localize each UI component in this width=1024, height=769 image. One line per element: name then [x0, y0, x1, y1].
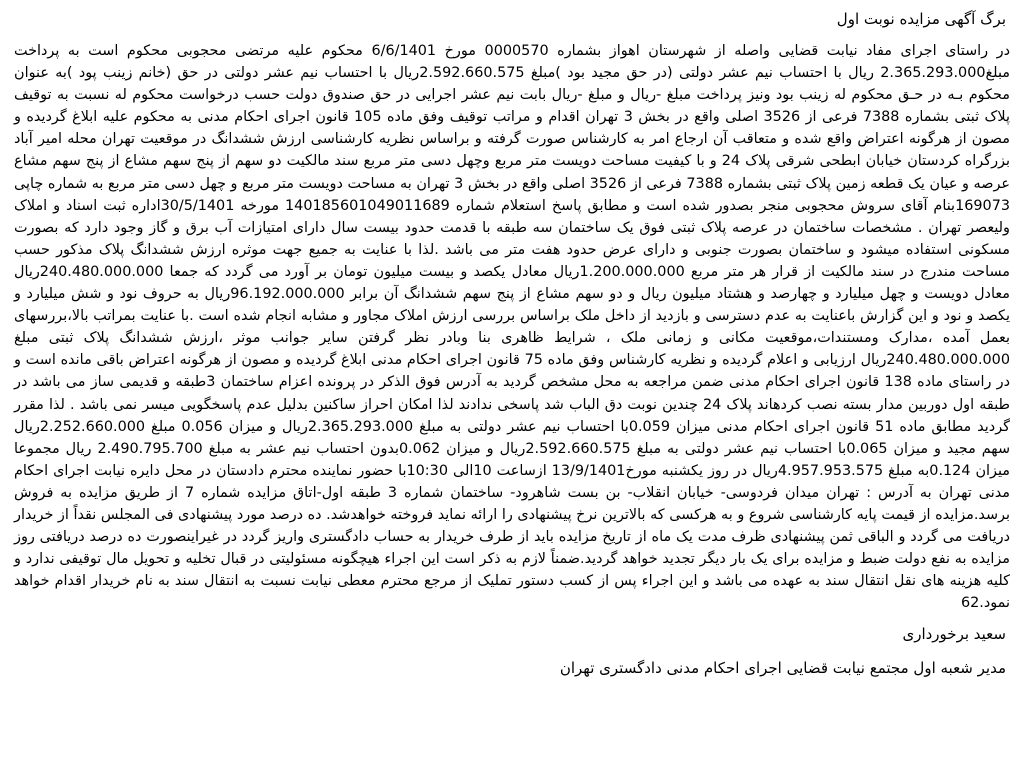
signature-block [12, 622, 1006, 680]
signature-name: سعید برخورداری [902, 625, 1006, 644]
signature-title: مدیر شعبه اول مجتمع نیابت قضایی اجرای احکام مدنی دادگستری تهران [559, 659, 1006, 678]
signature-spacer [12, 646, 1006, 656]
notice-title: برگ آگهی مزایده نوبت اول [836, 10, 1006, 28]
notice-body-text: در راستای اجرای مفاد نیابت قضایی واصله از شهرستان اهواز بشماره 0000570 مورخ 6/6/1401 محکوم علیه مرتضی محجوبی محکوم است به پرداخت مبلغ2.365.293.000 ریال با احتساب نیم عشر دولتی (در حق مجید بود )مبلغ 2.592.660.575ریال با احتساب نیم عشر دولتی در حق (خانم زینب پود )به عنوان محکوم بـه در حـق محکوم له زینب بود ونیز پرداخت مبلغ -ریال و مبلغ -ریال بابت نیم عشر اجرایی در حق صندوق دولت حسب درخواست محکوم له نسبت به توقیف پلاک ثبتی بشماره 7388 فرعی از 3526 اصلی واقع در بخش 3 تهران اقدام و مراتب توقیف وفق ماده 105 قانون اجرای احکام مدنی به محکوم علیه ابلاغ گردیده و مصون از هرگونه اعتراض واقع شده و متعاقب آن ارجاع امر به کارشناس صورت گرفته و براساس نظریه کارشناسی ارزش ششدانگ در موقعیت تهران محله امیر آباد بزرگراه کردستان خیابان ابطحی شرقی پلاک 24 و با کیفیت مساحت دویست متر مربع وچهل دسی متر مربع سند مالکیت دو سهم از پنج سهم مشاع از پنج سهم مشاع عرصه و عیان یک قطعه زمین پلاک ثبتی بشماره 7388 فرعی از 3526 اصلی واقع در بخش 3 تهران به مساحت دویست متر مربع و چهل دسی متر مربع به شماره چاپی 169073بنام آقای سروش محجوبی منجر بصدور شده است و مطابق پاسخ استعلام شماره 140185601049011689 مورخه 30/5/1401اداره ثبت اسناد و املاک ولیعصر تهران . مشخصات ساختمان در عرصه پلاک ثبتی فوق یک ساختمان سه طبقه با قدمت حدود بیست سال دارای امتیازات آب برق و گاز وجود دارد که بصورت مسکونی استفاده میشود و ساختمان بصورت جنوبی و دارای عرض حدود هفت متر می باشد .لذا با عنایت به جمیع جهت موثره ارزش ششدانگ پلاک مذکور حسب مساحت مندرج در سند مالکیت از قرار هر متر مربع 1.200.000.000ریال معادل یکصد و بیست میلیون تومان بر آورد می گردد که جمعا 240.480.000.000ریال معادل دویست و چهل میلیارد و چهارصد و هشتاد میلیون ریال و دو سهم مشاع از پنج سهم ششدانگ آن برابر 96.192.000.000ریال به حروف نود و شش میلیارد و یکصد و نود و این گزارش باعنایت به عدم دسترسی و بازدید از داخل ملک براساس بررسی ارزش املاک مجاور و مشابه انجام شده است .با عنایت بمراتب بالا،بررسهای بعمل آمده ،مدارک ومستندات،موقعیت مکانی و زمانی ملک ، شرایط ظاهری بنا وبادر نظر گرفتن سایر جوانب موثر ،ارزش ششدانگ پلاک ثبتی مبلغ 240.480.000.000ریال ارزیابی و اعلام گردیده و نظریه کارشناس وفق ماده 75 قانون اجرای احکام مدنی ابلاغ گردیده و مصون از هرگونه اعتراض باقی مانده است و در راستای ماده 138 قانون اجرای احکام مدنی ضمن مراجعه به محل مشخص گردید به آدرس فوق الذکر در پرونده اعزام ساختمان 3طبقه و قدیمی ساز می باشد در طبقه اول دوربین مدار بسته نصب کردهاند پلاک 24 چندین نوبت دق الباب شد پاسخی ندادند لذا امکان احراز ساکنین بدلیل عدم پاسخگویی میسر نمی باشد . لذا مقرر گردید مطابق ماده 51 قانون اجرای احکام مدنی میزان 0.059با احتساب نیم عشر دولتی به مبلغ 2.365.293.000ریال و میزان 0.056 مبلغ 2.252.660.000ریال سهم مجید و میزان 0.065با احتساب نیم عشر دولتی به مبلغ 2.592.660.575ریال و میزان 0.062بدون احتساب نیم عشر به مبلغ 2.490.795.700 ریال مجموعا میزان 0.124به مبلغ 4.957.953.575ریال در روز یکشنبه مورخ13/9/1401 ازساعت 10الی 10:30با حضور نماینده محترم دادستان در محل دایره نیابت اجرای احکام مدنی تهران به آدرس : تهران میدان فردوسی- خیابان انقلاب- بن بست شاهرود- ساختمان شماره 3 طبقه اول-اتاق مزایده شماره 7 از طریق مزایده به فروش برسد.مزایده از قیمت پایه کارشناسی شروع و به هرکسی که بالاترین نرخ پیشنهادی را ارائه نماید فروخته خواهدشد. ده درصد مورد پیشنهادی فی المجلس نقداً از خریدار دریافت می گردد و الباقی ثمن پیشنهادی ظرف مدت یک ماه از تاریخ مزایده باید از طرف خریدار به حساب دادگستری واریز گردد در غیراینصورت ده درصد دریافتی روز مزایده به نفع دولت ضبط و مزایده برای یک بار دیگر تجدید خواهد گردید.ضمناً لازم به ذکر است این اجراء هیچگونه مسئولیتی در قبال تخلیه و تحویل مال توقیفی ندارد و کلیه هزینه های نقل انتقال سند به عهده می باشد و این اجراء پس از کسب دستور تملیک از مرجع محترم معطی نیابت نسبت به انتقال سند به نام خریدار اقدام خواهد نمود.62 [14, 43, 1011, 612]
